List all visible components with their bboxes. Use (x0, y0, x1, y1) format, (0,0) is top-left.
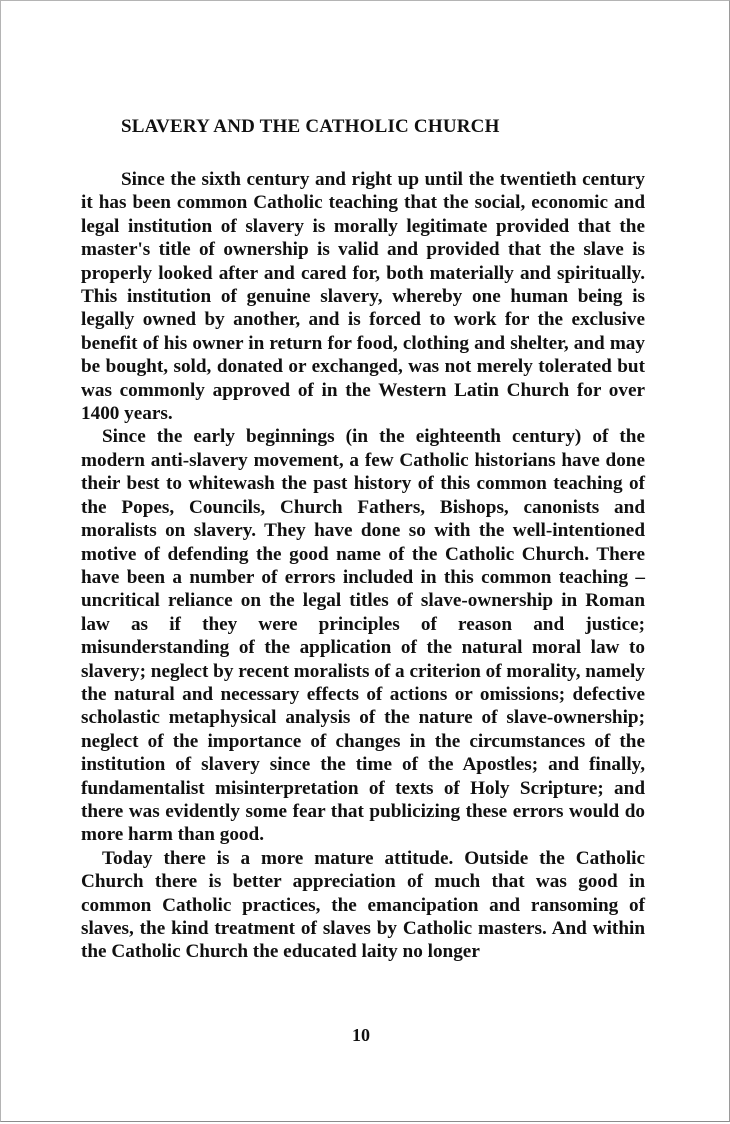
chapter-title: SLAVERY AND THE CATHOLIC CHURCH (121, 116, 500, 137)
page-content (81, 114, 645, 964)
paragraph-2: Since the early beginnings (in the eighteenth century) of the modern anti-slavery movement, a few Catholic historians have done their best to whitewash the past history of this common teaching of the Popes, Councils, Church Fathers, Bishops, canonists and moralists on slavery. They have done so with the well-intentioned motive of defending the good name of the Catholic Church. There have been a number of errors included in this common teaching – uncritical reliance on the legal titles of slave-ownership in Roman law as if they were principles of reason and justice; misunderstanding of the application of the natural moral law to slavery; neglect by recent moralists of a criterion of morality, namely the natural and necessary effects of actions or omissions; defective scholastic metaphysical analysis of the nature of slave-ownership; neglect of the importance of changes in the circumstances of the institution of slavery since the time of the Apostles; and finally, fundamentalist misinterpretation of texts of Holy Scripture; and there was evidently some fear that publicizing these errors would do more harm than good. (81, 426, 645, 846)
page-number: 10 (352, 1025, 370, 1045)
paragraph-3: Today there is a more mature attitude. Outside the Catholic Church there is better appreciation of much that was good in common Catholic practices, the emancipation and ransoming of slaves, the kind treatment of slaves by Catholic masters. And within the Catholic Church the educated laity no longer (81, 847, 645, 963)
paragraph-1: Since the sixth century and right up until the twentieth century it has been common Catholic teaching that the social, economic and legal institution of slavery is morally legitimate provided that the master's title of ownership is valid and provided that the slave is properly looked after and cared for, both materially and spiritually. This institution of genuine slavery, whereby one human being is legally owned by another, and is forced to work for the exclusive benefit of his owner in return for food, clothing and shelter, and may be bought, sold, donated or exchanged, was not merely tolerated but was commonly approved of in the Western Latin Church for over 1400 years. (81, 169, 645, 425)
